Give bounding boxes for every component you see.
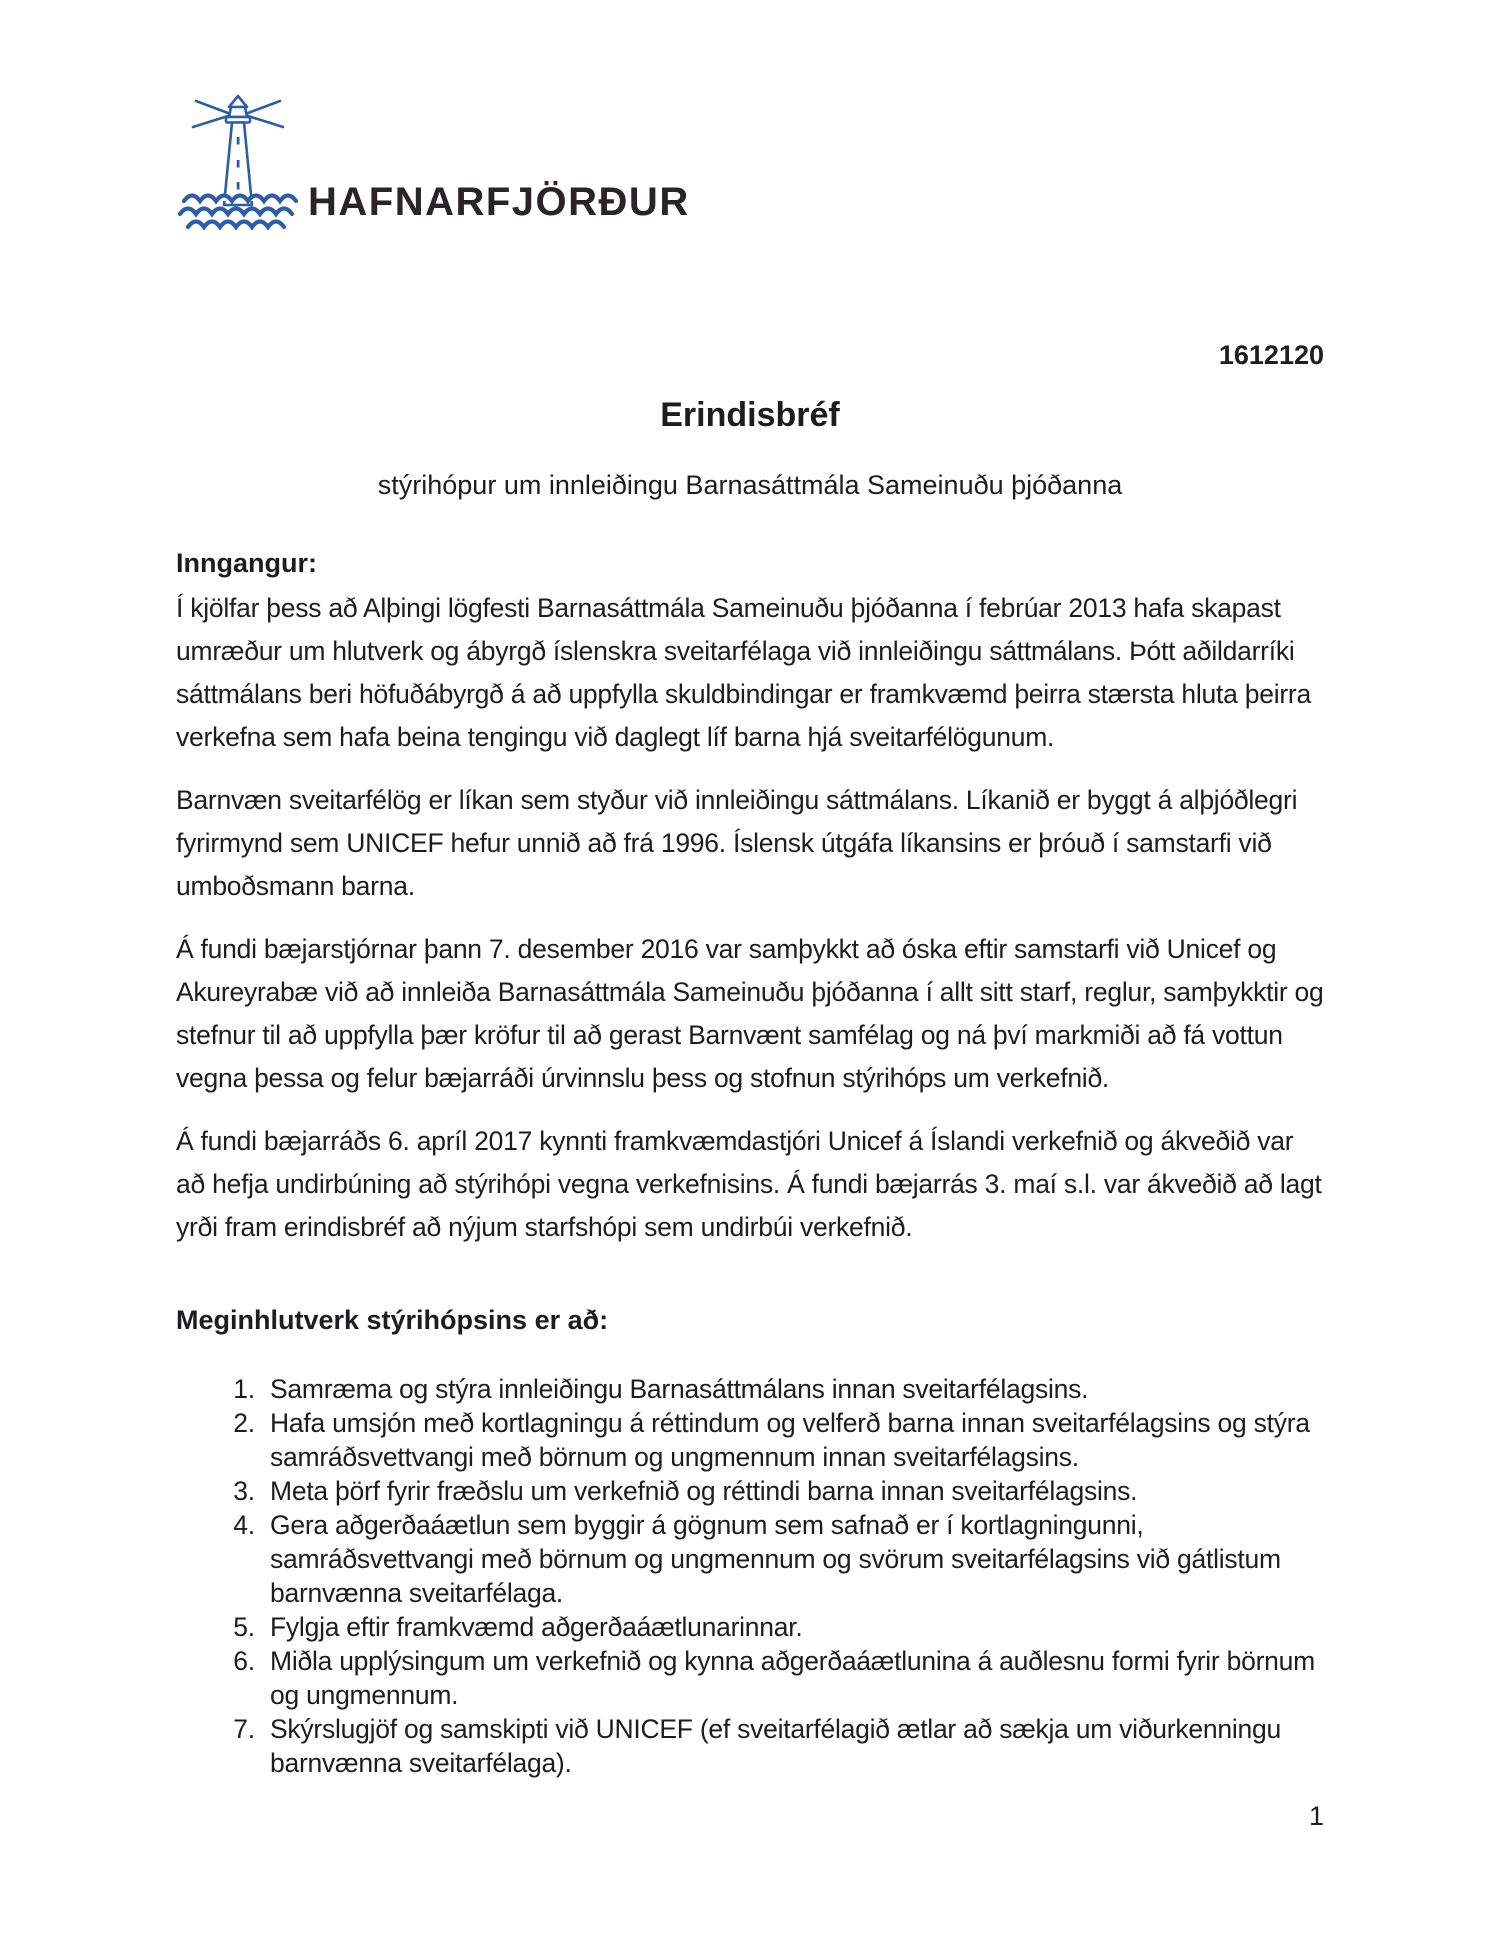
task-item: 4. Gera aðgerðaáætlun sem byggir á gögnum sem safnað er í kortlagningunni, samráðsvettvangi með börnum og ungmennum og svörum sveitarfélagsins við gátlistum barnvænna sveitarfélaga. xyxy=(262,1508,1324,1610)
body-paragraph: Barnvæn sveitarfélög er líkan sem styður við innleiðingu sáttmálans. Líkanið er byggt á alþjóðlegri fyrirmynd sem UNICEF hefur unnið að frá 1996. Íslensk útgáfa líkansins er þróuð í samstarfi við umboðsmann barna. xyxy=(176,785,1298,901)
task-list xyxy=(176,1372,1324,1780)
body-paragraph: Í kjölfar þess að Alþingi lögfesti Barnasáttmála Sameinuðu þjóðanna í febrúar 2013 hafa skapast umræður um hlutverk og ábyrgð íslenskra sveitarfélaga við innleiðingu sáttmálans. Þótt aðildarríki sáttmálans beri höfuðábyrgð á að uppfylla skuldbindingar er framkvæmd þeirra stærsta hluta þeirra verkefna sem hafa beina tengingu við daglegt líf barna hjá sveitarfélögunum. xyxy=(176,593,1311,752)
task-item: 1. Samræma og stýra innleiðingu Barnasáttmálans innan sveitarfélagsins. xyxy=(262,1372,1324,1406)
task-item: 2. Hafa umsjón með kortlagningu á réttindum og velferð barna innan sveitarfélagsins og stýra samráðsvettvangi með börnum og ungmennum innan sveitarfélagsins. xyxy=(262,1406,1324,1474)
document-body xyxy=(176,542,1324,1780)
task-item: 6. Miðla upplýsingum um verkefnið og kynna aðgerðaáætlunina á auðlesnu formi fyrir börnum og ungmennum. xyxy=(262,1644,1324,1712)
municipality-logo xyxy=(178,98,1500,238)
section-heading: Meginhlutverk stýrihópsins er að: xyxy=(176,1305,609,1335)
task-item: 3. Meta þörf fyrir fræðslu um verkefnið og réttindi barna innan sveitarfélagsins. xyxy=(262,1474,1324,1508)
section-heading: Inngangur: xyxy=(176,548,317,578)
page-number: 1 xyxy=(1308,1801,1324,1831)
document-number: 1612120 xyxy=(1218,340,1324,370)
task-item: 5. Fylgja eftir framkvæmd aðgerðaáætlunarinnar. xyxy=(262,1610,1324,1644)
document-title: Erindisbréf xyxy=(660,396,840,434)
document-subtitle: stýrihópur um innleiðingu Barnasáttmála Sameinuðu þjóðanna xyxy=(377,470,1123,500)
body-paragraph: Á fundi bæjarráðs 6. apríl 2017 kynnti framkvæmdastjóri Unicef á Íslandi verkefnið og ákveðið var að hefja undirbúning að stýrihópi vegna verkefnisins. Á fundi bæjarrás 3. maí s.l. var ákveðið að lagt yrði fram erindisbréf að nýjum starfshópi sem undirbúi verkefnið. xyxy=(176,1126,1322,1242)
lighthouse-icon xyxy=(178,93,298,238)
task-item: 7. Skýrslugjöf og samskipti við UNICEF (ef sveitarfélagið ætlar að sækja um viðurkenningu barnvænna sveitarfélaga). xyxy=(262,1712,1324,1780)
document-content xyxy=(176,342,1324,1780)
logo-wordmark: HAFNARFJÖRÐUR xyxy=(308,180,690,224)
body-paragraph: Á fundi bæjarstjórnar þann 7. desember 2016 var samþykkt að óska eftir samstarfi við Unicef og Akureyrabæ við að innleiða Barnasáttmála Sameinuðu þjóðanna í allt sitt starf, reglur, samþykktir og stefnur til að uppfylla þær kröfur til að gerast Barnvænt samfélag og ná því markmiði að fá vottun vegna þessa og felur bæjarráði úrvinnslu þess og stofnun stýrihóps um verkefnið. xyxy=(176,934,1324,1093)
